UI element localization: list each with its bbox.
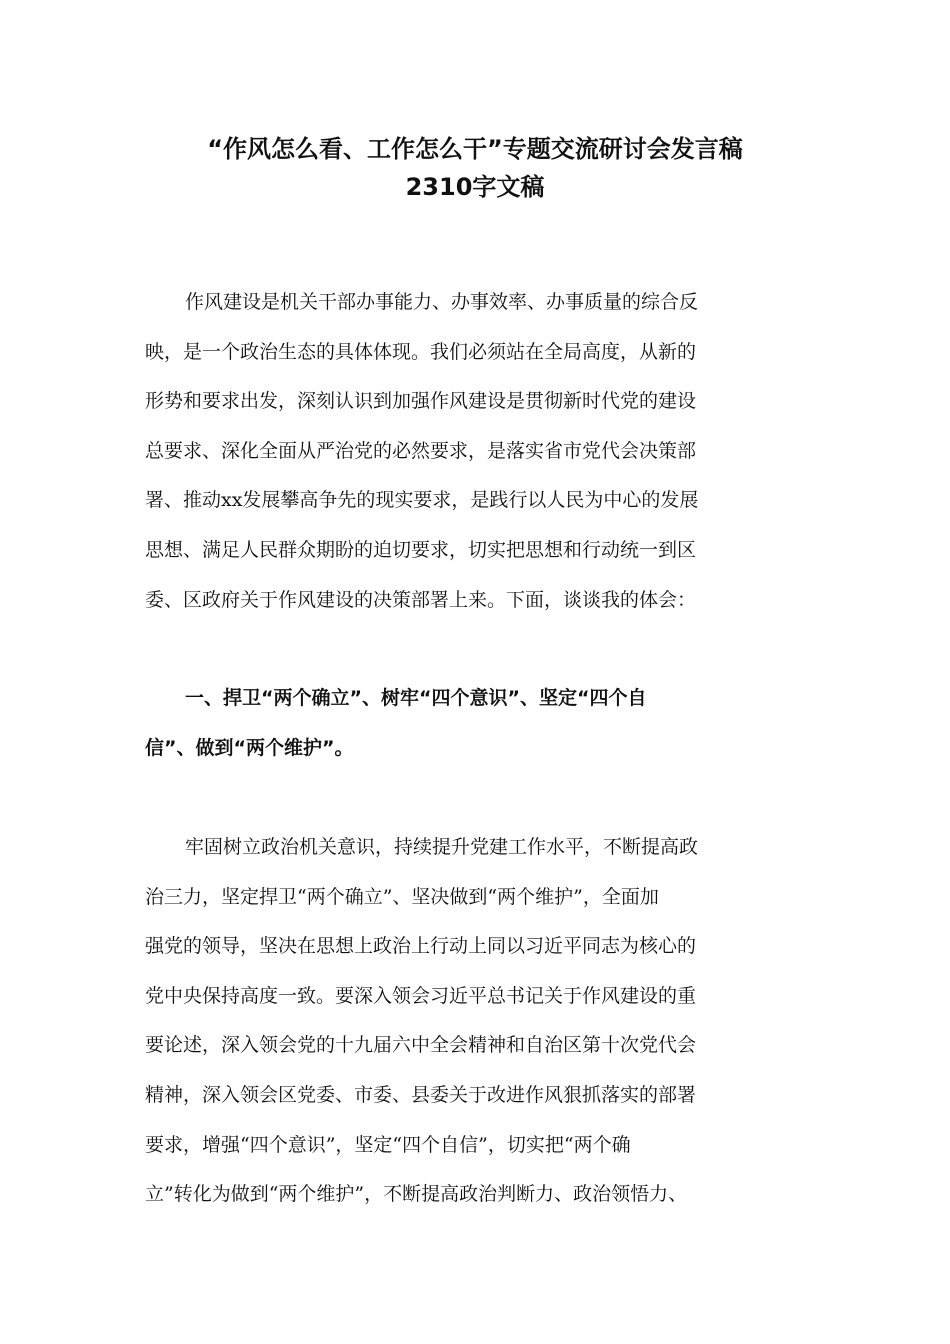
paragraph-line: 治三力，坚定捍卫“两个确立”、坚决做到“两个维护”，全面加 bbox=[145, 885, 659, 908]
paragraph-line: 要论述，深入领会党的十九届六中全会精神和自治区第十次党代会 bbox=[145, 1034, 697, 1057]
paragraph-section-1 bbox=[145, 823, 805, 1220]
paragraph-line: 委、区政府关于作风建设的决策部署上来。下面，谈谈我的体会： bbox=[145, 588, 697, 611]
paragraph-line: 映，是一个政治生态的具体体现。我们必须站在全局高度，从新的 bbox=[145, 340, 697, 363]
paragraph-line: 形势和要求出发，深刻认识到加强作风建设是贯彻新时代党的建设 bbox=[145, 390, 697, 413]
title-line-2: 2310字文稿 bbox=[405, 173, 545, 201]
section-heading-1 bbox=[145, 674, 805, 773]
paragraph-line: 思想、满足人民群众期盼的迫切要求，切实把思想和行动统一到区 bbox=[145, 538, 697, 561]
paragraph-line: 精神，深入领会区党委、市委、县委关于改进作风狠抓落实的部署 bbox=[145, 1083, 697, 1106]
heading-line: 一、捍卫“两个确立”、树牢“四个意识”、坚定“四个自 bbox=[185, 687, 647, 709]
heading-line: 信”、做到“两个维护”。 bbox=[145, 736, 354, 759]
paragraph-line: 作风建设是机关干部办事能力、办事效率、办事质量的综合反 bbox=[185, 291, 699, 313]
title-line-1: “作风怎么看、工作怎么干”专题交流研讨会发言稿 bbox=[207, 135, 743, 163]
paragraph-line: 总要求、深化全面从严治党的必然要求，是落实省市党代会决策部 bbox=[145, 439, 697, 462]
paragraph-line: 强党的领导，坚决在思想上政治上行动上同以习近平同志为核心的 bbox=[145, 935, 697, 958]
paragraph-intro bbox=[145, 278, 805, 625]
paragraph-line: 署、推动xx发展攀高争先的现实要求，是践行以人民为中心的发展 bbox=[145, 489, 699, 512]
document-title bbox=[140, 134, 810, 214]
paragraph-line: 要求，增强“四个意识”，坚定“四个自信”，切实把“两个确 bbox=[145, 1133, 631, 1156]
paragraph-line: 立”转化为做到“两个维护”，不断提高政治判断力、政治领悟力、 bbox=[145, 1183, 688, 1206]
paragraph-line: 党中央保持高度一致。要深入领会习近平总书记关于作风建设的重 bbox=[145, 984, 697, 1007]
paragraph-line: 牢固树立政治机关意识，持续提升党建工作水平，不断提高政 bbox=[185, 836, 699, 858]
